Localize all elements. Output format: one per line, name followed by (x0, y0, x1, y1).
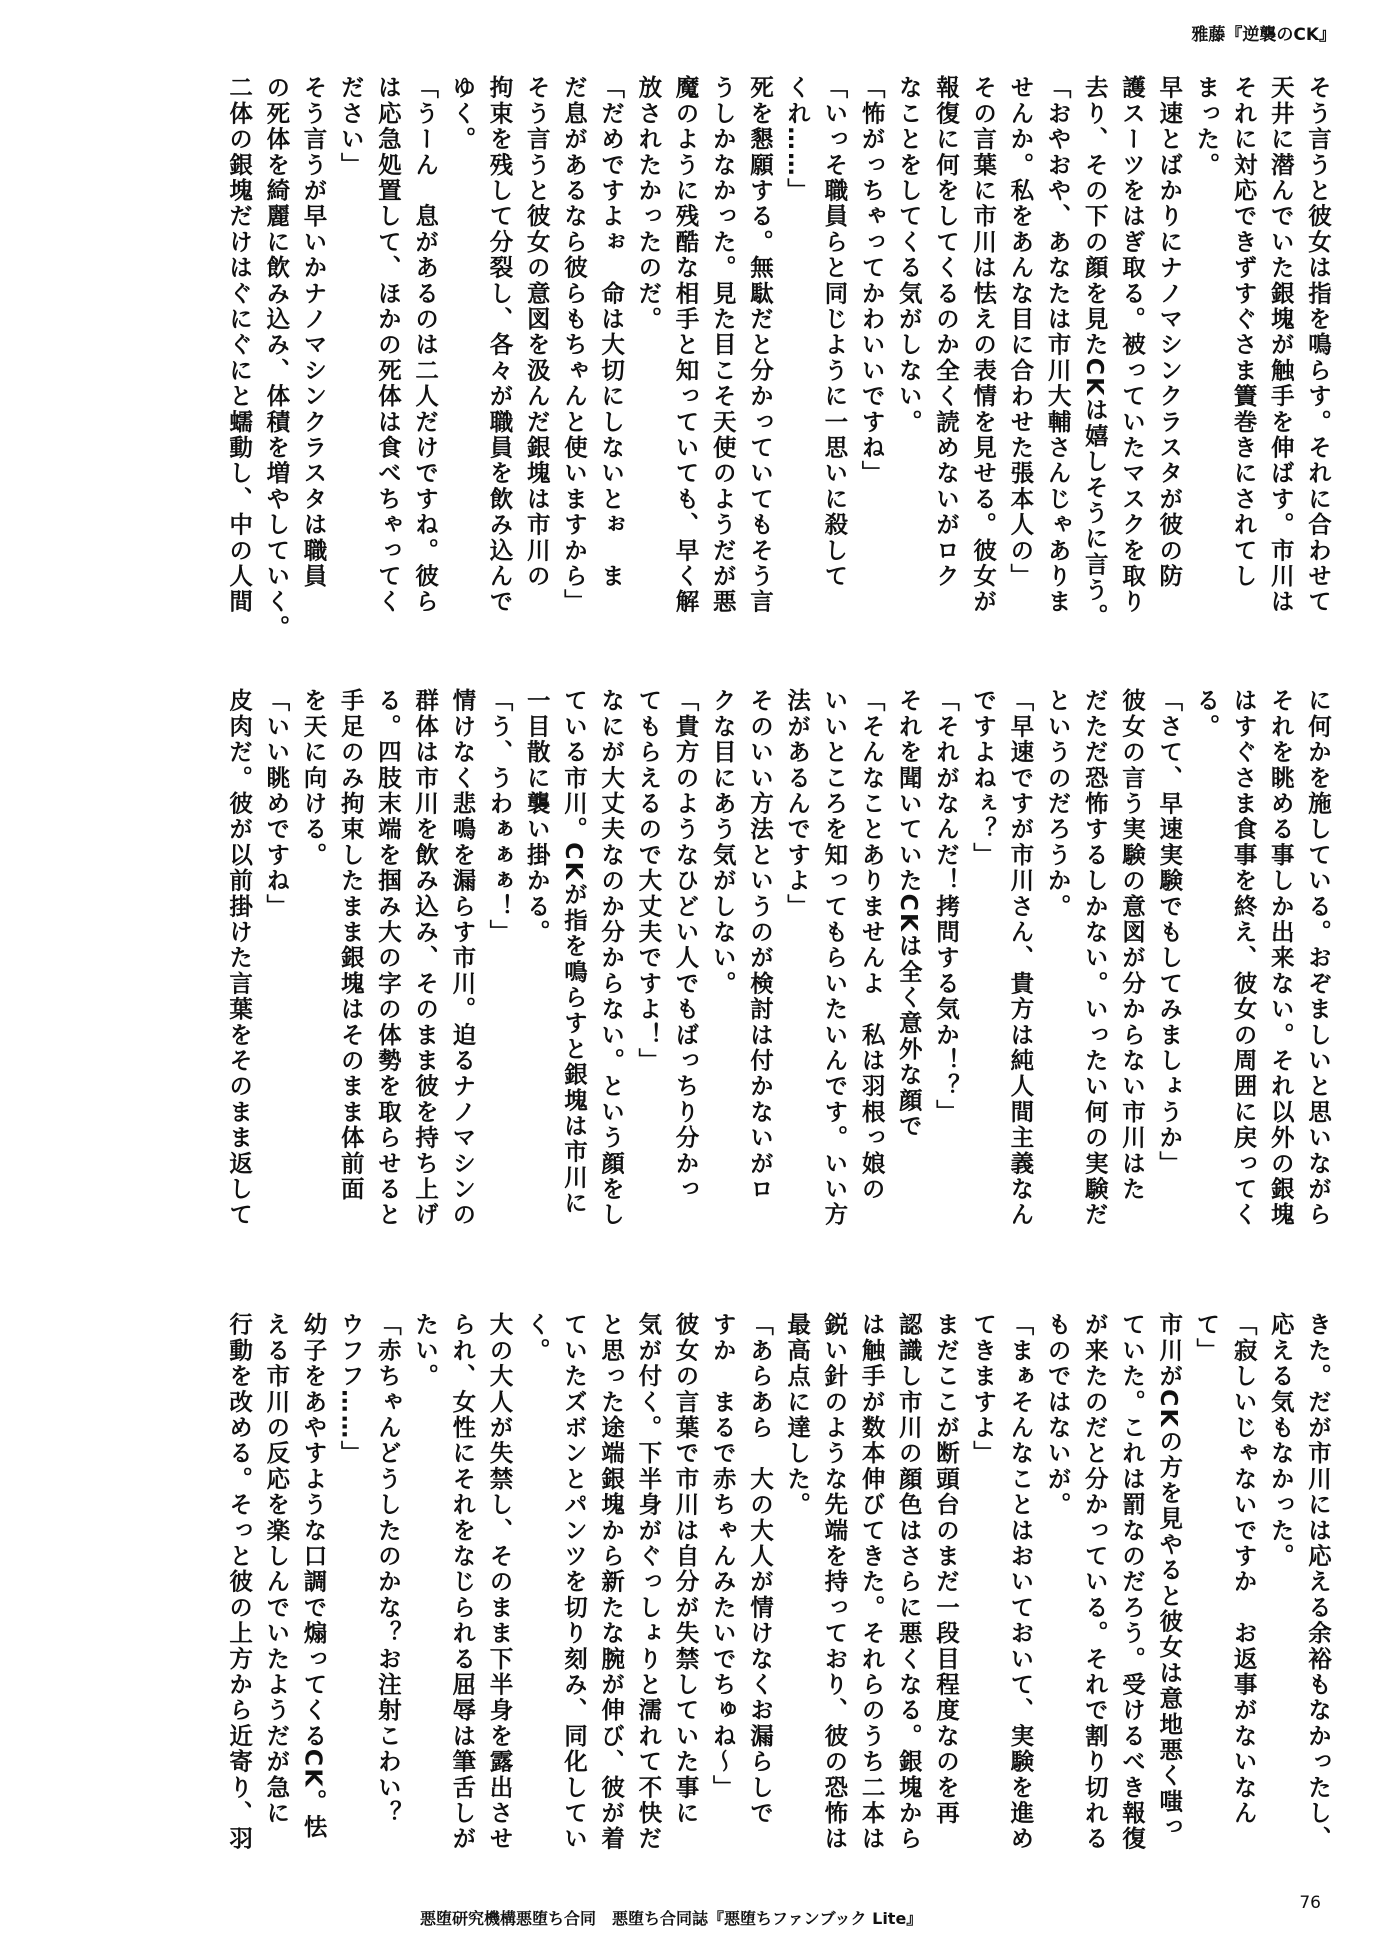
text-line: 気が付く。下半身がぐっしょりと濡れて不快だ (634, 1312, 663, 1852)
text-line: はすぐさま食事を終え、彼女の周囲に戻ってく (1229, 688, 1258, 1228)
text-line: 認識し市川の顔色はさらに悪くなる。銀塊から (894, 1312, 923, 1852)
text-line: すか まるで赤ちゃんみたいでちゅね～」 (708, 1312, 737, 1801)
text-line: 「だめですよぉ 命は大切にしないとぉ ま (597, 75, 626, 589)
text-line: 彼女の言葉で市川は自分が失禁していた事に (671, 1312, 700, 1826)
text-line: 去り、その下の顔を見たCKは嬉しそうに言う。 (1080, 75, 1109, 629)
text-line: ていた。これは罰なのだろう。受けるべき報復 (1117, 1312, 1146, 1852)
text-line: たい。 (411, 1312, 440, 1390)
text-line: きた。だが市川には応える余裕もなかったし、 (1304, 1312, 1332, 1852)
text-line: 早速とばかりにナノマシンクラスタが彼の防 (1155, 75, 1184, 589)
text-line: て」 (1192, 1312, 1221, 1364)
text-line: 「う、うわぁぁぁ！」 (485, 688, 514, 945)
text-line: 護スーツをはぎ取る。被っていたマスクを取り (1117, 75, 1146, 615)
text-line: 「早速ですが市川さん、貴方は純人間主義なん (1006, 688, 1035, 1228)
text-line: 拘束を残して分裂し、各々が職員を飲み込んで (485, 75, 514, 615)
text-line: というのだろうか。 (1043, 688, 1072, 920)
text-line: 「まぁそんなことはおいておいて、実験を進め (1006, 1312, 1035, 1852)
text-line: そう言うが早いかナノマシンクラスタは職員 (299, 75, 328, 589)
text-line: 群体は市川を飲み込み、そのまま彼を持ち上げ (411, 688, 440, 1228)
text-line: 鋭い針のような先端を持っており、彼の恐怖は (820, 1312, 849, 1852)
text-line: その言葉に市川は怯えの表情を見せる。彼女が (969, 75, 998, 615)
text-line: 「さて、早速実験でもしてみましょうか」 (1155, 688, 1184, 1177)
text-line: それに対応できずすぐさま簀巻きにされてし (1229, 75, 1258, 589)
text-line: そう言うと彼女は指を鳴らす。それに合わせて (1304, 75, 1332, 615)
text-line: 「貴方のようなひどい人でもばっちり分かっ (671, 688, 700, 1202)
text-line: られ、女性にそれをなじられる屈辱は筆舌しが (448, 1312, 477, 1852)
text-line: 「それがなんだ！拷問する気か！？」 (931, 688, 960, 1125)
text-line: る。 (1192, 688, 1221, 740)
text-line: える市川の反応を楽しんでいたようだが急に (262, 1312, 291, 1826)
text-line: ウフフ……」 (336, 1312, 365, 1467)
text-line: 応える気もなかった。 (1266, 1312, 1295, 1569)
text-line: 「うーん 息があるのは二人だけですね。彼ら (411, 75, 440, 615)
text-line: 皮肉だ。彼が以前掛けた言葉をそのまま返して (225, 688, 254, 1228)
text-line: く。 (522, 1312, 551, 1364)
text-line: と思った途端銀塊から新たな腕が伸び、彼が着 (597, 1312, 626, 1852)
text-line: 「寂しいじゃないですか お返事がないなん (1229, 1312, 1258, 1826)
text-line: ださい」 (336, 75, 365, 178)
text-line: うしかなかった。見た目こそ天使のようだが悪 (708, 75, 737, 615)
text-line: に何かを施している。おぞましいと思いながら (1304, 688, 1332, 1228)
text-tier-2 (115, 688, 1336, 1288)
text-line: いいところを知ってもらいたいんです。いい方 (820, 688, 849, 1228)
text-line: は応急処置して、ほかの死体は食べちゃってく (373, 75, 402, 615)
text-line: 二体の銀塊だけはぐにぐにと蠕動し、中の人間 (225, 75, 254, 615)
text-line: だただ恐怖するしかない。いったい何の実験だ (1080, 688, 1109, 1228)
text-line: 放されたかったのだ。 (634, 75, 663, 332)
text-line: それを聞いていたCKは全く意外な顔で (894, 688, 923, 1140)
text-line: クな目にあう気がしない。 (708, 688, 737, 997)
text-line: 「そんなことありませんよ 私は羽根っ娘の (857, 688, 886, 1202)
text-line: が来たのだと分かっている。それで割り切れる (1080, 1312, 1109, 1852)
text-line: 法があるんですよ」 (783, 688, 812, 920)
text-line: 報復に何をしてくるのか全く読めないがロク (931, 75, 960, 589)
text-line: ていたズボンとパンツを切り刻み、同化してい (559, 1312, 588, 1852)
text-line: 市川がCKの方を見やると彼女は意地悪く嗤っ (1155, 1312, 1184, 1841)
text-line: てもらえるので大丈夫ですよ！」 (634, 688, 663, 1074)
text-line: そのいい方法というのが検討は付かないがロ (745, 688, 774, 1202)
text-line: 「いい眺めですね」 (262, 688, 291, 920)
page-number: 76 (1299, 1893, 1321, 1913)
text-line: 「怖がっちゃってかわいいですね」 (857, 75, 886, 487)
text-line: それを眺める事しか出来ない。それ以外の銀塊 (1266, 688, 1295, 1228)
text-line: 魔のように残酷な相手と知っていても、早く解 (671, 75, 700, 615)
text-line: 「いっそ職員らと同じように一思いに殺して (820, 75, 849, 589)
text-line: くれ……」 (783, 75, 812, 204)
running-header-title: 雅藤『逆襲のCK』 (1191, 25, 1336, 45)
text-line: 彼女の言う実験の意図が分からない市川はた (1117, 688, 1146, 1202)
text-line: せんか。私をあんな目に合わせた張本人の」 (1006, 75, 1035, 589)
text-line: なにが大丈夫なのか分からない。という顔をし (597, 688, 626, 1228)
text-tier-1 (115, 75, 1336, 660)
text-line: 「赤ちゃんどうしたのかな？お注射こわい？ (373, 1312, 402, 1826)
text-line: ものではないが。 (1043, 1312, 1072, 1518)
text-line: る。四肢末端を掴み大の字の体勢を取らせると (373, 688, 402, 1228)
text-line: 「おやおや、あなたは市川大輔さんじゃありま (1043, 75, 1072, 615)
text-line: 死を懇願する。無駄だと分かっていてもそう言 (745, 75, 774, 615)
text-line: 手足のみ拘束したまま銀塊はそのまま体前面 (336, 688, 365, 1202)
text-line: 天井に潜んでいた銀塊が触手を伸ばす。市川は (1266, 75, 1295, 615)
text-line: だ息があるなら彼らもちゃんと使いますから」 (559, 75, 588, 615)
text-line: てきますよ」 (969, 1312, 998, 1467)
text-line: まった。 (1192, 75, 1221, 178)
footer-publication: 悪堕研究機構悪堕ち合同 悪堕ち合同誌『悪堕ちファンブック Lite』 (420, 1909, 923, 1928)
text-line: そう言うと彼女の意図を汲んだ銀塊は市川の (522, 75, 551, 589)
text-line: を天に向ける。 (299, 688, 328, 868)
text-line: ている市川。CKが指を鳴らすと銀塊は市川に (559, 688, 588, 1217)
text-line: 行動を改める。そっと彼の上方から近寄り、羽 (225, 1312, 254, 1852)
text-line: まだここが断頭台のまだ一段目程度なのを再 (931, 1312, 960, 1826)
text-line: ゆく。 (448, 75, 477, 153)
text-line: 情けなく悲鳴を漏らす市川。迫るナノマシンの (448, 688, 477, 1228)
text-line: 一目散に襲い掛かる。 (522, 688, 551, 945)
text-line: 最高点に達した。 (783, 1312, 812, 1518)
text-line: 大の大人が失禁し、そのまま下半身を露出させ (485, 1312, 514, 1852)
text-line: なことをしてくる気がしない。 (894, 75, 923, 435)
text-line: 幼子をあやすような口調で煽ってくるCK。怯 (299, 1312, 328, 1841)
text-line: 「あらあら 大の大人が情けなくお漏らしで (745, 1312, 774, 1826)
text-line: ですよねぇ？」 (969, 688, 998, 868)
text-tier-3 (115, 1312, 1336, 1897)
text-line: の死体を綺麗に飲み込み、体積を増やしていく。 (262, 75, 291, 641)
text-line: は触手が数本伸びてきた。それらのうち二本は (857, 1312, 886, 1852)
